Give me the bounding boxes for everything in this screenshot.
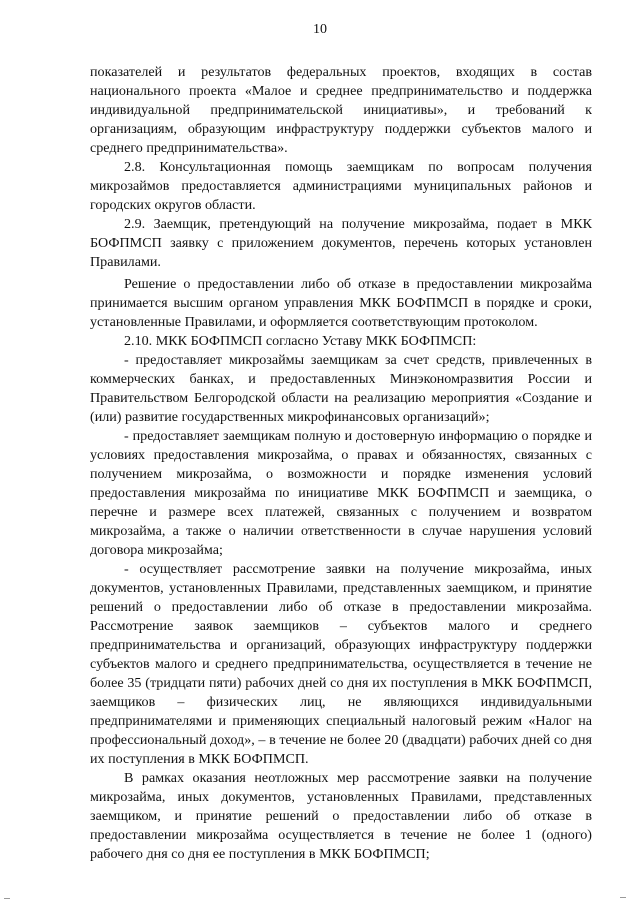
scan-artifact [620,897,626,898]
list-item-information: - предоставляет заемщикам полную и достоверную информацию о порядке и условиях предоставления микрозайма, о правах и обязанностях, связанных с получением микрозайма, о возможности и порядке изменения условий предоставления микрозайма по инициативе МКК БОФПМСП и заемщика, о перечне и размере всех платежей, связанных с получением и возвратом микрозайма, а также о наличии ответственности в случае нарушения условий договора микрозайма; [90,428,592,558]
paragraph-urgent-measures: В рамках оказания неотложных мер рассмотрение заявки на получение микрозайма, иных документов, установленных Правилами, представленных заемщиком, и принятие решений о предоставлении либо об отказе в предоставлении микрозайма осуществляется в течение не более 1 (одного) рабочего дня со дня ее поступления в МКК БОФПМСП; [90,770,592,862]
paragraph-2-9: 2.9. Заемщик, претендующий на получение микрозайма, подает в МКК БОФПМСП заявку с приложением документов, перечень которых установлен Правилами. [90,216,592,270]
page-number: 10 [313,22,327,37]
paragraph-2-10: 2.10. МКК БОФПМСП согласно Уставу МКК БОФПМСП: [124,333,477,349]
paragraph-2-8: 2.8. Консультационная помощь заемщикам по вопросам получения микрозаймов предоставляется администрациями муниципальных районов и городских округов области. [90,159,592,213]
paragraph-continuation: показателей и результатов федеральных проектов, входящих в состав национального проекта «Малое и среднее предпринимательство и поддержка индивидуальной предпринимательской инициативы», и требований к организациям, образующим инфраструктуру поддержки субъектов малого и среднего предпринимательства». [90,64,592,156]
list-item-review: - осуществляет рассмотрение заявки на получение микрозайма, иных документов, установленных Правилами, представленных заемщиком, и принятие решений о предоставлении либо об отказе в предоставлении микрозайма. Рассмотрение заявок заемщиков – субъектов малого и среднего предпринимательства и организаций, образующих инфраструктуру поддержки субъектов малого и среднего предпринимательства, осуществляется в течение не более 35 (тридцати пяти) рабочих дней со дня их поступления в МКК БОФПМСП, заемщиков – физических лиц, не являющихся индивидуальными предпринимателями и применяющих специальный налоговый режим «Налог на профессиональный доход», – в течение не более 20 (двадцати) рабочих дней со дня их поступления в МКК БОФПМСП. [90,561,592,767]
paragraph-decision: Решение о предоставлении либо об отказе в предоставлении микрозайма принимается высшим органом управления МКК БОФПМСП в порядке и сроки, установленные Правилами, и оформляется соответствующим протоколом. [90,276,592,330]
scan-artifact [4,898,10,899]
list-item-loans: - предоставляет микрозаймы заемщикам за счет средств, привлеченных в коммерческих банках, и предоставленных Минэкономразвития России и Правительством Белгородской области на реализацию мероприятия «Создание и (или) развитие государственных микрофинансовых организаций»; [90,352,592,425]
document-body [90,63,592,864]
